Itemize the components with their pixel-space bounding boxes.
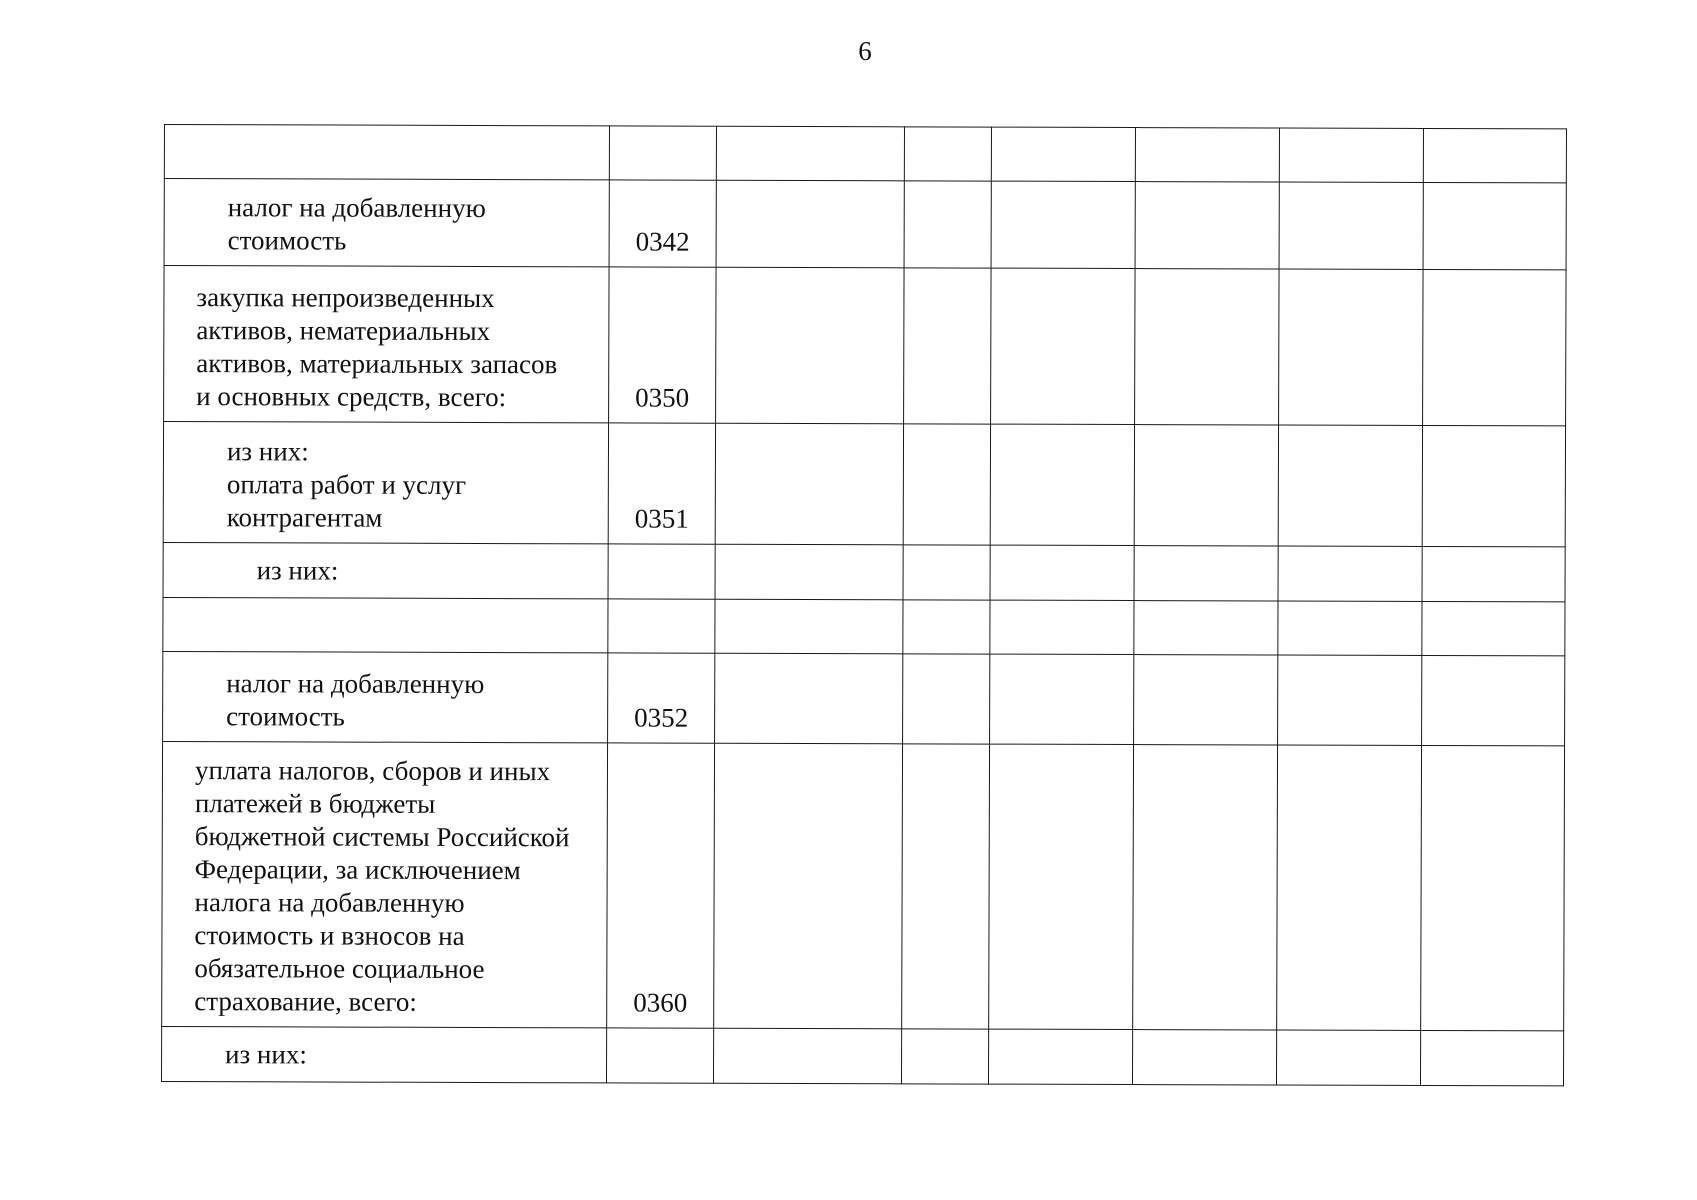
value-cell <box>904 181 991 268</box>
value-cell <box>903 600 990 654</box>
value-cell <box>990 654 1134 744</box>
value-cell <box>991 127 1135 181</box>
value-cell <box>716 126 904 181</box>
value-cell <box>1135 182 1279 269</box>
value-cell <box>1422 655 1565 745</box>
row-code <box>608 544 715 599</box>
row-code <box>608 599 715 653</box>
row-code <box>609 126 716 180</box>
value-cell <box>1279 182 1423 269</box>
value-cell <box>990 545 1134 600</box>
value-cell <box>1134 425 1278 546</box>
value-cell <box>1420 1030 1563 1085</box>
row-name-cell <box>163 651 608 742</box>
value-cell <box>1279 269 1423 425</box>
row-name-cell <box>164 266 609 423</box>
value-cell <box>1422 546 1565 601</box>
value-cell <box>989 744 1134 1029</box>
value-cell <box>716 267 904 424</box>
value-cell <box>715 653 903 744</box>
row-code: 0342 <box>609 180 716 267</box>
value-cell <box>1279 128 1423 182</box>
row-name-cell <box>163 542 608 598</box>
financial-form-table <box>161 124 1567 1086</box>
row-name-cell <box>163 597 608 652</box>
value-cell <box>990 600 1134 654</box>
value-cell <box>902 744 990 1029</box>
value-cell <box>1135 269 1279 425</box>
value-cell <box>1134 655 1278 745</box>
value-cell <box>991 268 1135 424</box>
table-row <box>161 1026 1563 1085</box>
row-name: налог на добавленную стоимость <box>227 192 486 256</box>
row-name-cell <box>161 1026 606 1082</box>
value-cell <box>1276 1030 1420 1085</box>
value-cell <box>713 1028 901 1084</box>
value-cell <box>1421 745 1565 1030</box>
table-row <box>162 741 1565 1030</box>
value-cell <box>990 424 1134 545</box>
value-cell <box>1133 745 1278 1030</box>
value-cell <box>903 424 990 545</box>
value-cell <box>1278 425 1422 546</box>
value-cell <box>1135 128 1279 182</box>
value-cell <box>904 127 991 181</box>
row-name-cell <box>162 741 608 1027</box>
value-cell <box>716 180 904 268</box>
value-cell <box>1422 601 1565 655</box>
value-cell <box>1134 601 1278 655</box>
value-cell <box>903 654 990 744</box>
value-cell <box>1423 269 1566 425</box>
row-name <box>163 643 607 644</box>
table-row <box>164 266 1566 426</box>
row-name <box>165 170 609 171</box>
table-row <box>163 597 1565 655</box>
table-row <box>164 179 1566 270</box>
value-cell <box>901 1029 988 1084</box>
row-name-cell <box>163 422 608 544</box>
value-cell <box>1422 425 1565 546</box>
value-cell <box>1423 128 1566 182</box>
value-cell <box>904 268 991 424</box>
value-cell <box>1278 546 1422 601</box>
row-code: 0352 <box>608 653 715 743</box>
row-name: из них: <box>256 554 339 586</box>
page-number: 6 <box>858 36 872 66</box>
row-code: 0350 <box>609 267 716 423</box>
row-code <box>606 1028 713 1083</box>
value-cell <box>1278 655 1422 745</box>
row-name: из них: оплата работ и услуг контрагентам <box>226 436 467 533</box>
row-code: 0351 <box>608 423 715 544</box>
value-cell <box>988 1029 1132 1084</box>
value-cell <box>991 181 1135 268</box>
table-row <box>163 651 1565 745</box>
table-row <box>163 422 1565 547</box>
value-cell <box>1132 1030 1276 1085</box>
value-cell <box>715 423 903 545</box>
value-cell <box>903 545 990 600</box>
row-name-cell <box>164 125 609 180</box>
value-cell <box>1278 601 1422 655</box>
value-cell <box>715 544 903 600</box>
row-name: налог на добавленную стоимость <box>226 668 485 732</box>
row-name: из них: <box>225 1038 307 1069</box>
row-code: 0360 <box>607 743 715 1028</box>
row-name: уплата налогов, сборов и иных платежей в бюджеты бюджетной системы Российской Федерации, за исключением налога на добавленную стоимость и взносов на обязательное социальное страхование, всего: <box>194 755 570 1017</box>
value-cell <box>1423 182 1566 269</box>
value-cell <box>715 599 903 654</box>
table-row <box>163 542 1565 601</box>
value-cell <box>1277 745 1422 1030</box>
value-cell <box>1134 546 1278 601</box>
row-name-cell <box>164 179 609 267</box>
table-row <box>164 125 1566 183</box>
value-cell <box>714 743 903 1029</box>
row-name: закупка непроизведенных активов, нематериальных активов, материальных запасов и основных средств, всего: <box>196 282 558 413</box>
